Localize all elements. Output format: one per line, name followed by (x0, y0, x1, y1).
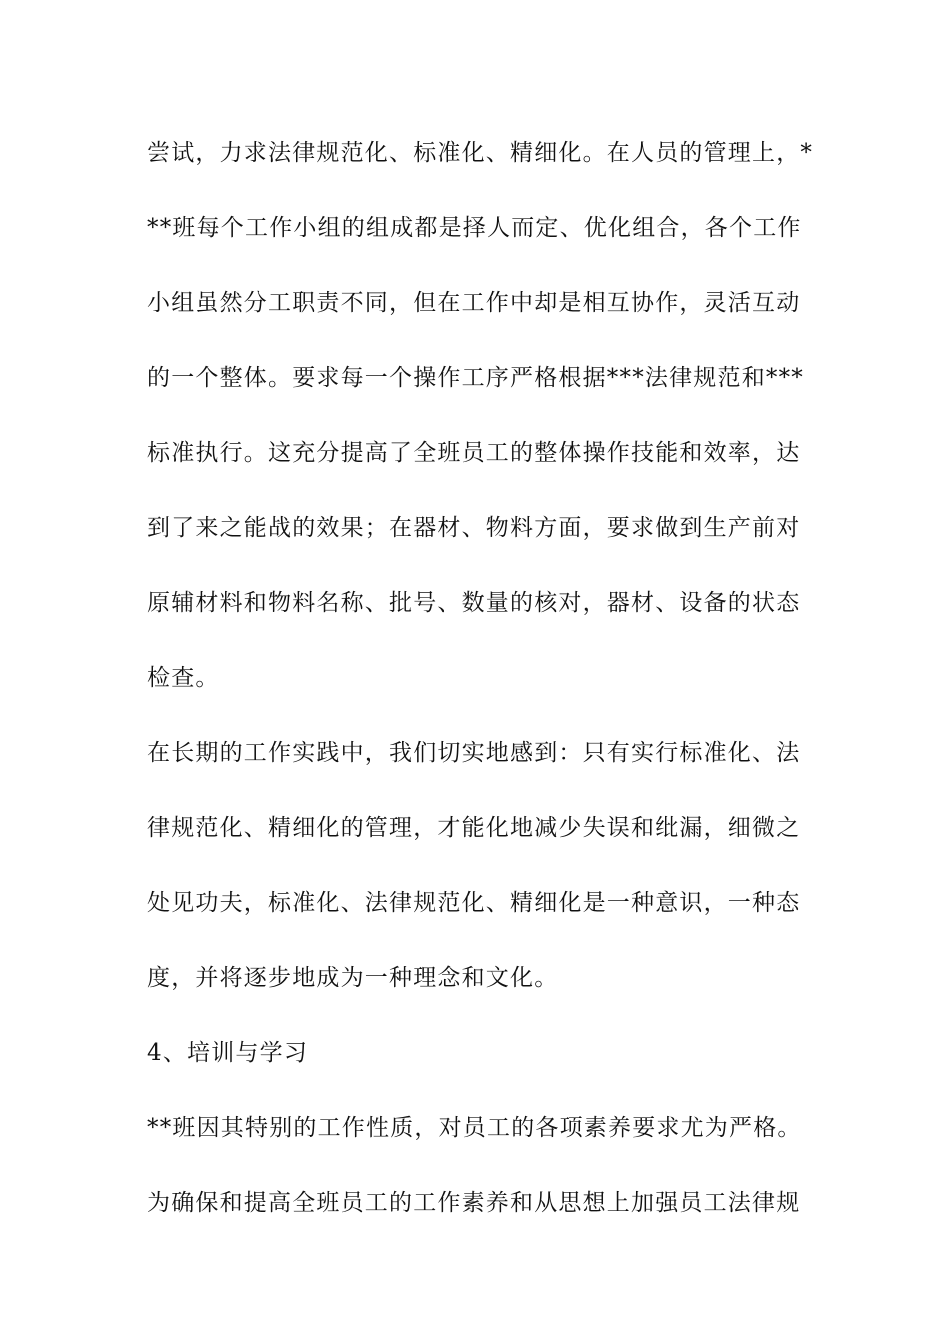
paragraph-1-line-1: 尝试，力求法律规范化、标准化、精细化。在人员的管理上，* (147, 140, 814, 166)
section-heading: 4、培训与学习 (147, 1040, 309, 1066)
paragraph-2-line-4: 度，并将逐步地成为一种理念和文化。 (147, 965, 559, 991)
paragraph-2-line-1: 在长期的工作实践中，我们切实地感到：只有实行标准化、法 (147, 740, 801, 766)
paragraph-1-line-8: 检查。 (147, 665, 220, 691)
paragraph-3-line-2: 为确保和提高全班员工的工作素养和从思想上加强员工法律规 (147, 1190, 801, 1216)
paragraph-3-line-1: **班因其特别的工作性质，对员工的各项素养要求尤为严格。 (147, 1115, 802, 1141)
paragraph-1-line-4: 的一个整体。要求每一个操作工序严格根据***法律规范和*** (147, 365, 804, 391)
paragraph-2-line-2: 律规范化、精细化的管理，才能化地减少失误和纰漏，细微之 (147, 815, 801, 841)
paragraph-1-line-6: 到了来之能战的效果；在器材、物料方面，要求做到生产前对 (147, 515, 801, 541)
paragraph-1-line-3: 小组虽然分工职责不同，但在工作中却是相互协作，灵活互动 (147, 290, 801, 316)
paragraph-1-line-7: 原辅材料和物料名称、批号、数量的核对，器材、设备的状态 (147, 590, 801, 616)
paragraph-1-line-5: 标准执行。这充分提高了全班员工的整体操作技能和效率，达 (147, 440, 801, 466)
paragraph-1-line-2: **班每个工作小组的组成都是择人而定、优化组合，各个工作 (147, 215, 802, 241)
paragraph-2-line-3: 处见功夫，标准化、法律规范化、精细化是一种意识，一种态 (147, 890, 801, 916)
